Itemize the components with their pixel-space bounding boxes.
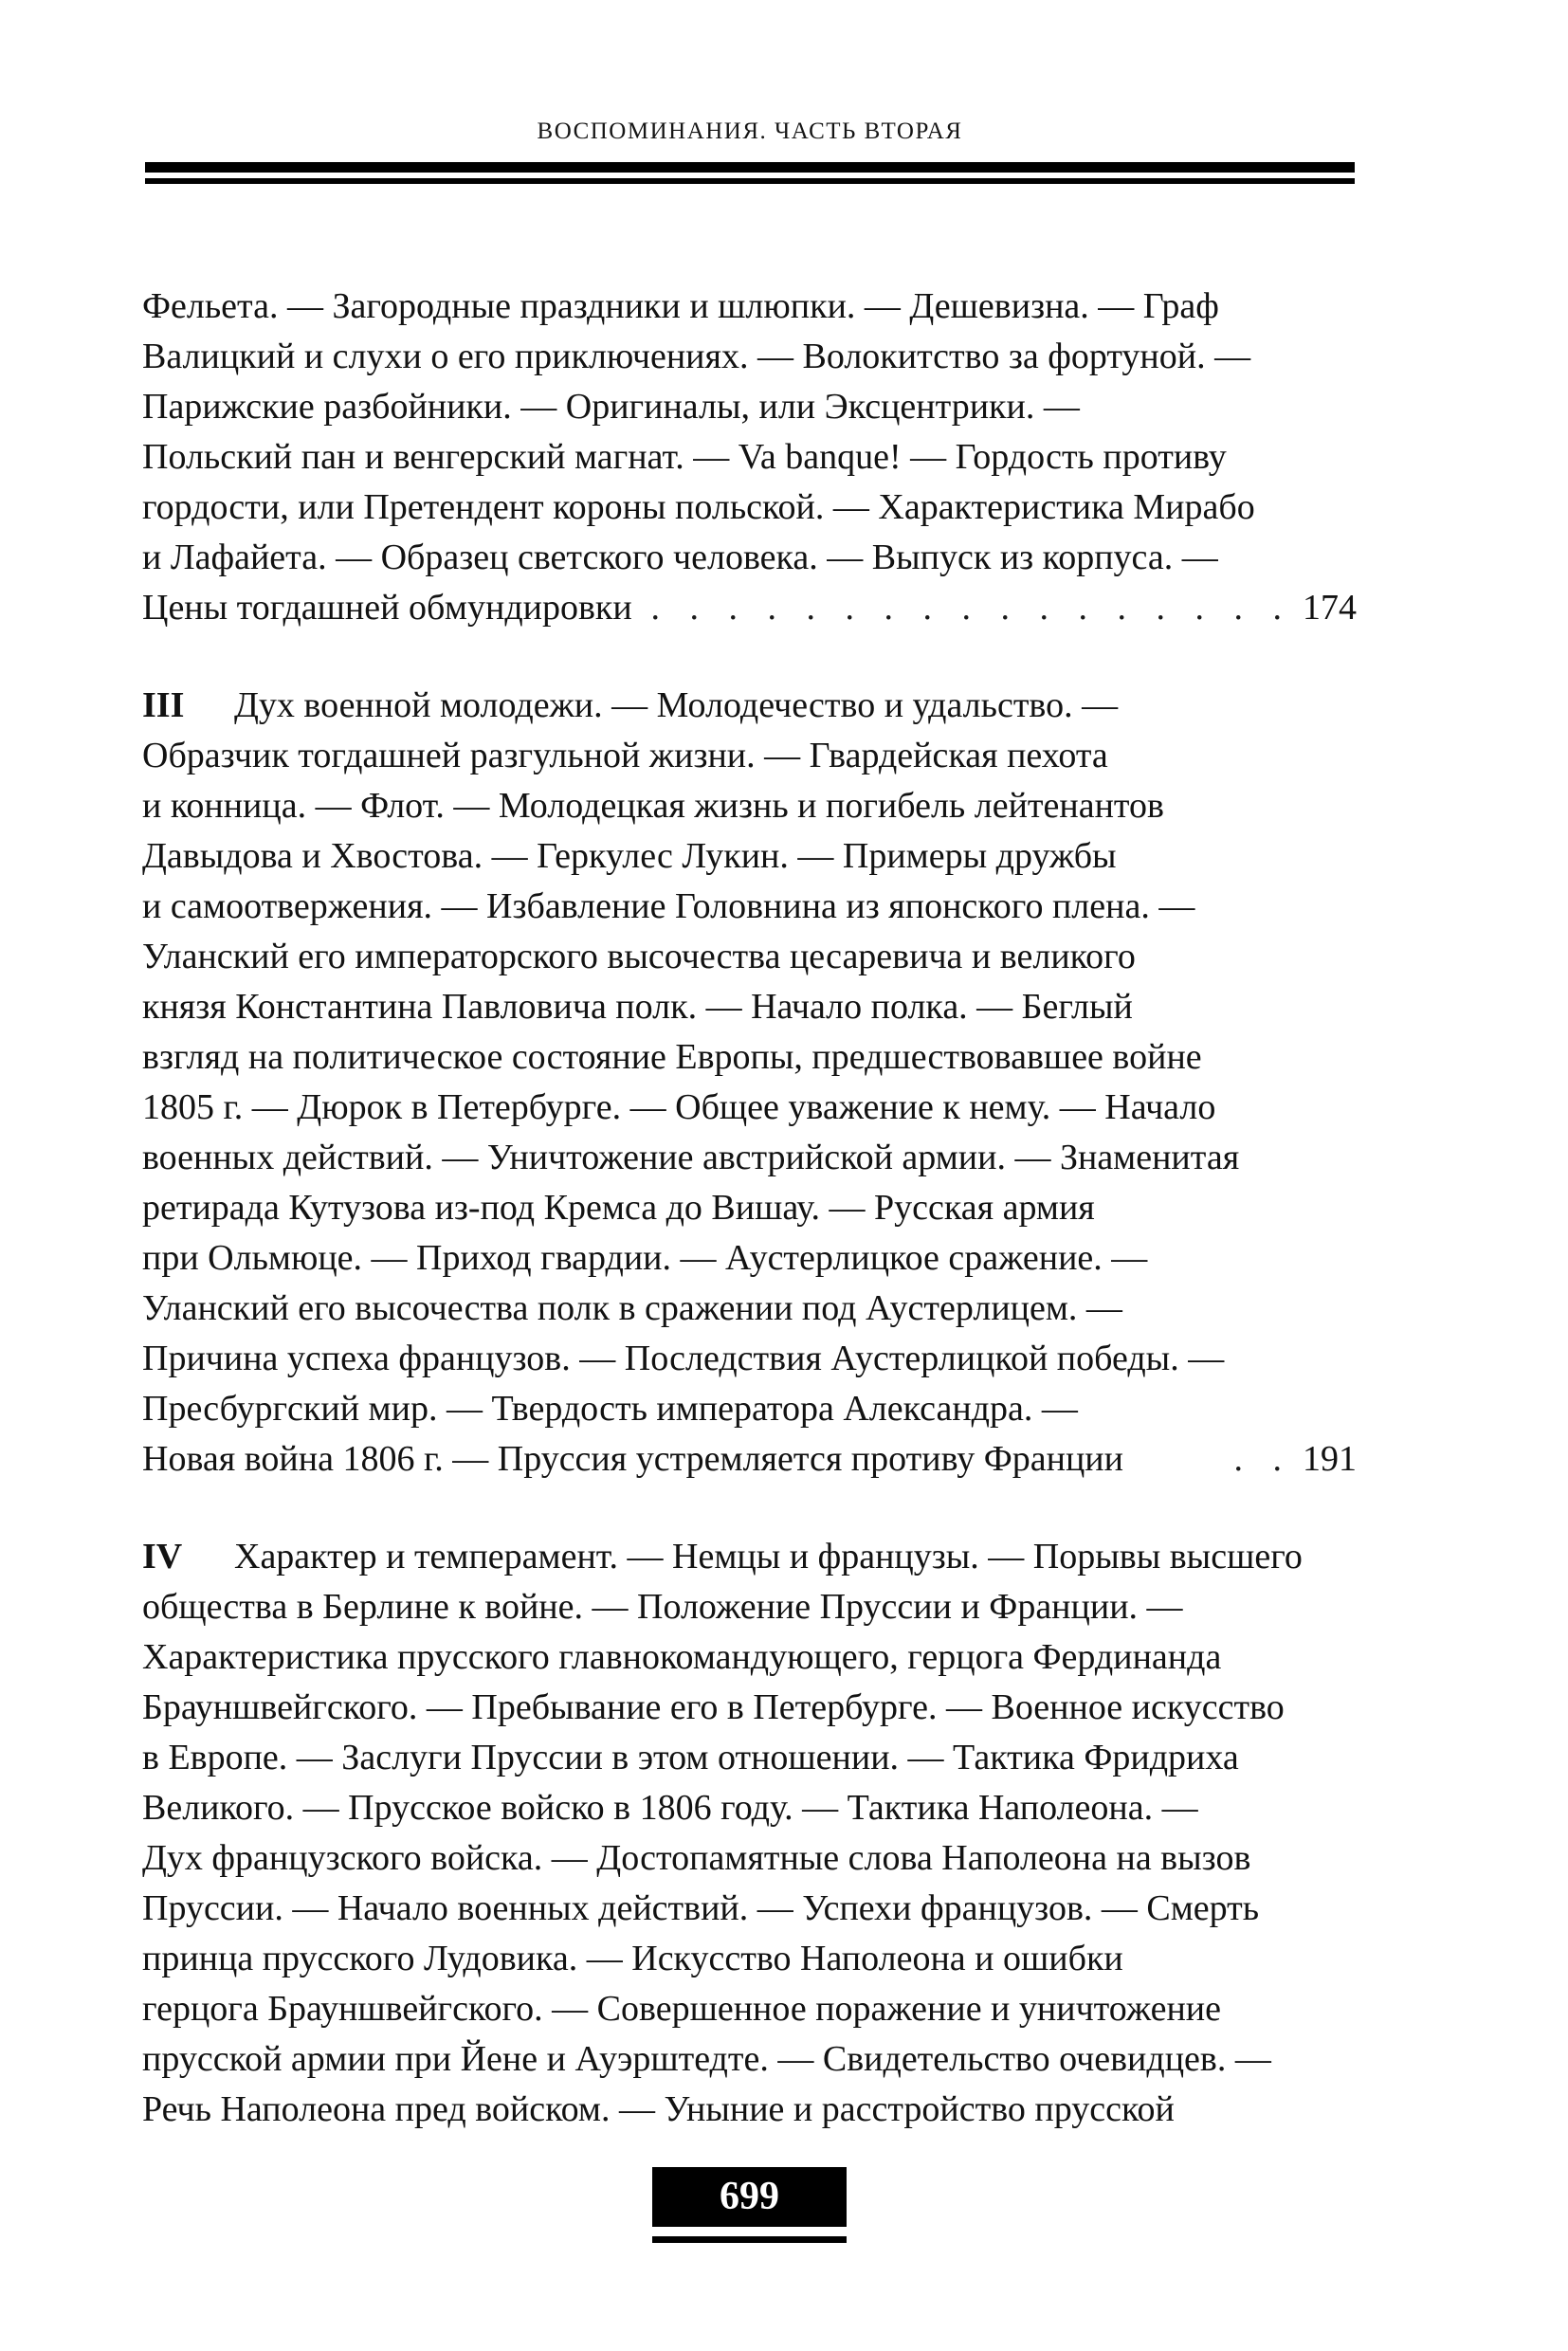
toc-line-text: Дух французского войска. — Достопамятные слова Наполеона на вызов bbox=[142, 1838, 1251, 1878]
toc-entry bbox=[142, 282, 1357, 633]
toc-line bbox=[142, 2034, 1357, 2085]
toc-line-text: и самоотвержения. — Избавление Головнина из японского плена. — bbox=[142, 886, 1195, 926]
leader-dots: . . . . . . . . . . . . . . . . . bbox=[650, 588, 1292, 628]
toc-line-text: при Ольмюце. — Приход гвардии. — Аустерлицкое сражение. — bbox=[142, 1238, 1148, 1278]
toc-line-text: Дух военной молодежи. — Молодечество и удальство. — bbox=[234, 685, 1119, 725]
toc-line-text: Пруссии. — Начало военных действий. — Успехи французов. — Смерть bbox=[142, 1888, 1260, 1928]
toc bbox=[142, 282, 1357, 2182]
toc-line bbox=[142, 1582, 1357, 1632]
toc-line-text: Парижские разбойники. — Оригиналы, или Эксцентрики. — bbox=[142, 387, 1080, 427]
toc-line bbox=[142, 781, 1357, 831]
running-title: ВОСПОМИНАНИЯ. ЧАСТЬ ВТОРАЯ bbox=[537, 118, 963, 144]
toc-line bbox=[142, 1733, 1357, 1783]
toc-line bbox=[142, 1934, 1357, 1984]
toc-entry bbox=[142, 1532, 1357, 2135]
toc-line-text: Давыдова и Хвостова. — Геркулес Лукин. — Примеры дружбы bbox=[142, 836, 1117, 876]
toc-line bbox=[142, 1532, 1357, 1582]
toc-line-text: общества в Берлине к войне. — Положение Пруссии и Франции. — bbox=[142, 1587, 1183, 1627]
toc-line-text: 1805 г. — Дюрок в Петербурге. — Общее уважение к нему. — Начало bbox=[142, 1087, 1216, 1127]
toc-line-text: принца прусского Лудовика. — Искусство Наполеона и ошибки bbox=[142, 1939, 1123, 1978]
toc-line bbox=[142, 483, 1357, 533]
toc-line-text: в Европе. — Заслуги Пруссии в этом отношении. — Тактика Фридриха bbox=[142, 1738, 1239, 1777]
chapter-number: IV bbox=[142, 1537, 183, 1576]
toc-line bbox=[142, 882, 1357, 932]
toc-entry bbox=[142, 681, 1357, 1485]
toc-line-text: гордости, или Претендент короны польской. — Характеристика Мирабо bbox=[142, 487, 1255, 527]
toc-line-text: Польский пан и венгерский магнат. — Va banque! — Гордость противу bbox=[142, 437, 1227, 477]
toc-line bbox=[142, 681, 1357, 731]
toc-line-text: Пресбургский мир. — Твердость императора Александра. — bbox=[142, 1389, 1078, 1429]
toc-line-text: Характеристика прусского главнокомандующего, герцога Фердинанда bbox=[142, 1637, 1222, 1677]
toc-line-text: ретирада Кутузова из-под Кремса до Вишау. — Русская армия bbox=[142, 1188, 1095, 1228]
toc-line bbox=[142, 1884, 1357, 1934]
toc-line bbox=[142, 932, 1357, 982]
toc-line-text: Великого. — Прусское войско в 1806 году. — Тактика Наполеона. — bbox=[142, 1788, 1198, 1828]
toc-line bbox=[142, 533, 1357, 583]
toc-line bbox=[142, 282, 1357, 332]
toc-line-text: Образчик тогдашней разгульной жизни. — Гвардейская пехота bbox=[142, 736, 1108, 775]
toc-line bbox=[142, 2085, 1357, 2135]
toc-line bbox=[142, 1833, 1357, 1884]
toc-line bbox=[142, 1284, 1357, 1334]
toc-line bbox=[142, 1783, 1357, 1833]
footer-page-number: 699 bbox=[652, 2167, 847, 2227]
toc-line-text: Новая война 1806 г. — Пруссия устремляется противу Франции bbox=[142, 1439, 1123, 1479]
toc-line-text: Речь Наполеона пред войском. — Уныние и расстройство прусской bbox=[142, 2089, 1175, 2129]
footer-rule bbox=[652, 2236, 847, 2243]
chapter-number: III bbox=[142, 685, 185, 725]
header-rule-thick bbox=[145, 162, 1355, 173]
toc-line bbox=[142, 1434, 1357, 1485]
toc-line bbox=[142, 1984, 1357, 2034]
toc-line bbox=[142, 1683, 1357, 1733]
toc-line-text: прусской армии при Йене и Ауэрштедте. — Свидетельство очевидцев. — bbox=[142, 2039, 1271, 2079]
toc-line bbox=[142, 1083, 1357, 1133]
toc-line bbox=[142, 332, 1357, 382]
toc-line-text: Брауншвейгского. — Пребывание его в Петербурге. — Военное искусство bbox=[142, 1687, 1285, 1727]
toc-line-text: и Лафайета. — Образец светского человека. — Выпуск из корпуса. — bbox=[142, 538, 1218, 577]
header-rule-thin bbox=[145, 178, 1355, 184]
page-ref: 191 bbox=[1303, 1439, 1357, 1479]
toc-line bbox=[142, 432, 1357, 483]
toc-line bbox=[142, 1032, 1357, 1083]
toc-line bbox=[142, 1632, 1357, 1683]
toc-line-text: и конница. — Флот. — Молодецкая жизнь и погибель лейтенантов bbox=[142, 786, 1164, 826]
toc-line bbox=[142, 1334, 1357, 1384]
toc-line-text: Валицкий и слухи о его приключениях. — Волокитство за фортуной. — bbox=[142, 337, 1251, 376]
page-ref: 174 bbox=[1303, 588, 1357, 628]
toc-line-text: князя Константина Павловича полк. — Начало полка. — Беглый bbox=[142, 987, 1133, 1027]
leader-dots: . . bbox=[1233, 1439, 1292, 1479]
toc-line-text: герцога Брауншвейгского. — Совершенное поражение и уничтожение bbox=[142, 1989, 1221, 2029]
toc-line-text: Причина успеха французов. — Последствия Аустерлицкой победы. — bbox=[142, 1339, 1225, 1378]
toc-line bbox=[142, 382, 1357, 432]
toc-line-text: Характер и темперамент. — Немцы и французы. — Порывы высшего bbox=[234, 1537, 1303, 1576]
toc-line bbox=[142, 982, 1357, 1032]
toc-line bbox=[142, 731, 1357, 781]
toc-line bbox=[142, 1384, 1357, 1434]
toc-line-text: Уланский его императорского высочества цесаревича и великого bbox=[142, 937, 1136, 976]
toc-line bbox=[142, 1133, 1357, 1183]
toc-line bbox=[142, 583, 1357, 633]
toc-line-text: Фельета. — Загородные праздники и шлюпки. — Дешевизна. — Граф bbox=[142, 286, 1219, 326]
toc-line-text: взгляд на политическое состояние Европы, предшествовавшее войне bbox=[142, 1037, 1202, 1077]
toc-line bbox=[142, 831, 1357, 882]
toc-line-text: Цены тогдашней обмундировки bbox=[142, 588, 632, 628]
toc-line bbox=[142, 1233, 1357, 1284]
toc-line-text: военных действий. — Уничтожение австрийской армии. — Знаменитая bbox=[142, 1138, 1240, 1177]
toc-line bbox=[142, 1183, 1357, 1233]
toc-line-text: Уланский его высочества полк в сражении под Аустерлицем. — bbox=[142, 1288, 1122, 1328]
